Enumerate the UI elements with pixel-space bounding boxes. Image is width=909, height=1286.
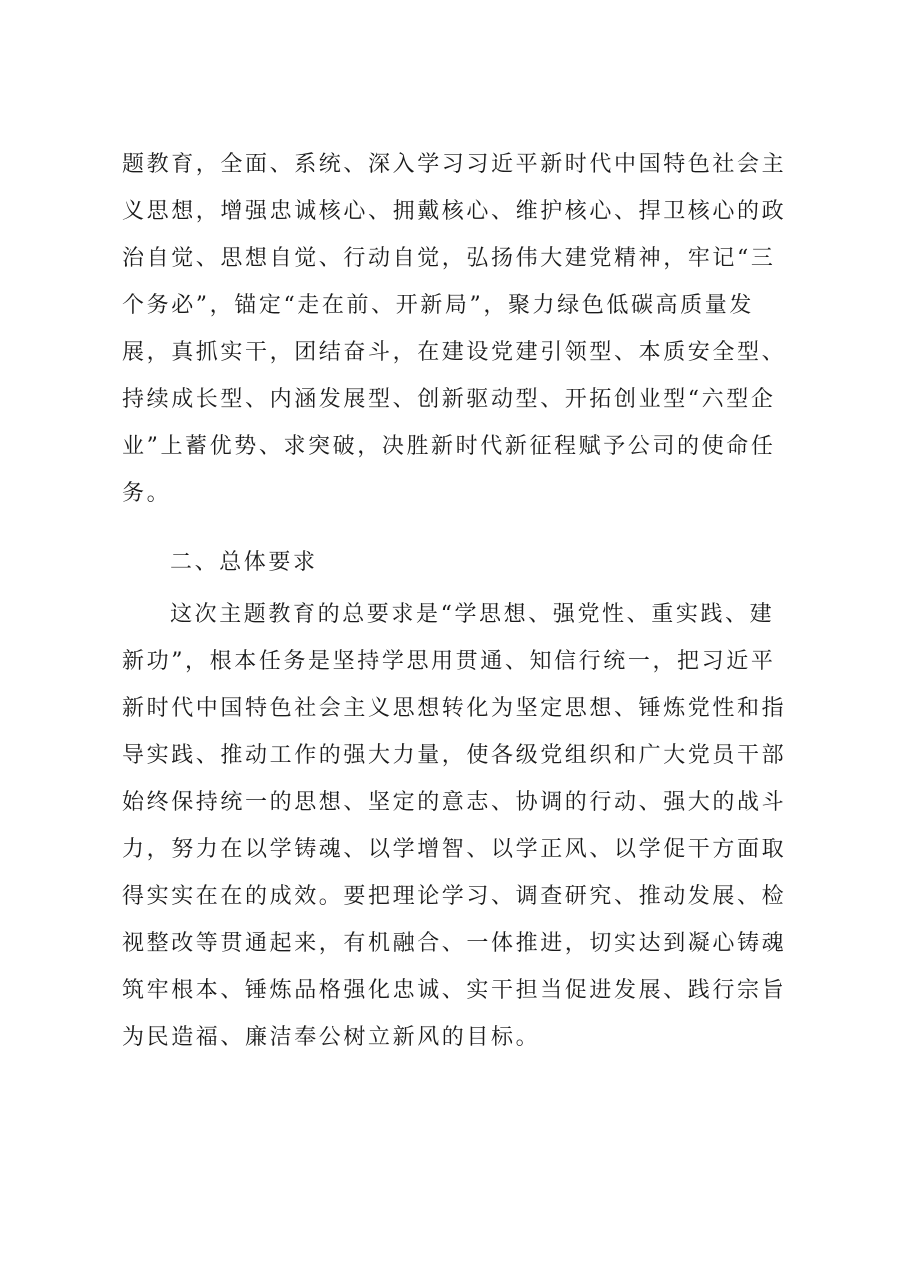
paragraph-1-line-8: 务。: [122, 481, 172, 506]
paragraph-2-line-9: 筑牢根本、锤炼品格强化忠诚、实干担当促进发展、践行宗旨: [122, 978, 787, 1003]
paragraph-2-line-2: 新功”，根本任务是坚持学思用贯通、知信行统一，把习近平: [122, 649, 776, 674]
paragraph-1-line-2: 义思想，增强忠诚核心、拥戴核心、维护核心、捍卫核心的政: [122, 199, 787, 224]
paragraph-1-line-1: 题教育，全面、系统、深入学习习近平新时代中国特色社会主: [122, 152, 787, 177]
paragraph-2-line-3: 新时代中国特色社会主义思想转化为坚定思想、锤炼党性和指: [122, 696, 787, 721]
paragraph-2-line-5: 始终保持统一的思想、坚定的意志、协调的行动、强大的战斗: [122, 790, 787, 815]
paragraph-1-line-3: 治自觉、思想自觉、行动自觉，弘扬伟大建党精神，牢记“三: [122, 246, 776, 271]
paragraph-2-line-4: 导实践、推动工作的强大力量，使各级党组织和广大党员干部: [122, 743, 787, 768]
paragraph-1-line-4: 个务必”，锚定“走在前、开新局”，聚力绿色低碳高质量发: [122, 293, 754, 318]
paragraph-1-line-6: 持续成长型、内涵发展型、创新驱动型、开拓创业型“六型企: [122, 387, 776, 412]
paragraph-2-line-1: 这次主题教育的总要求是“学思想、强党性、重实践、建: [170, 602, 775, 627]
section-heading: 二、总体要求: [170, 550, 318, 575]
paragraph-2-line-8: 视整改等贯通起来，有机融合、一体推进，切实达到凝心铸魂: [122, 931, 787, 956]
paragraph-1-line-7: 业”上蓄优势、求突破，决胜新时代新征程赋予公司的使命任: [122, 434, 776, 459]
paragraph-2-line-10: 为民造福、廉洁奉公树立新风的目标。: [122, 1025, 541, 1050]
paragraph-1-line-5: 展，真抓实干，团结奋斗，在建设党建引领型、本质安全型、: [122, 340, 787, 365]
paragraph-2-line-6: 力，努力在以学铸魂、以学增智、以学正风、以学促干方面取: [122, 837, 787, 862]
paragraph-2-line-7: 得实实在在的成效。要把理论学习、调查研究、推动发展、检: [122, 884, 787, 909]
